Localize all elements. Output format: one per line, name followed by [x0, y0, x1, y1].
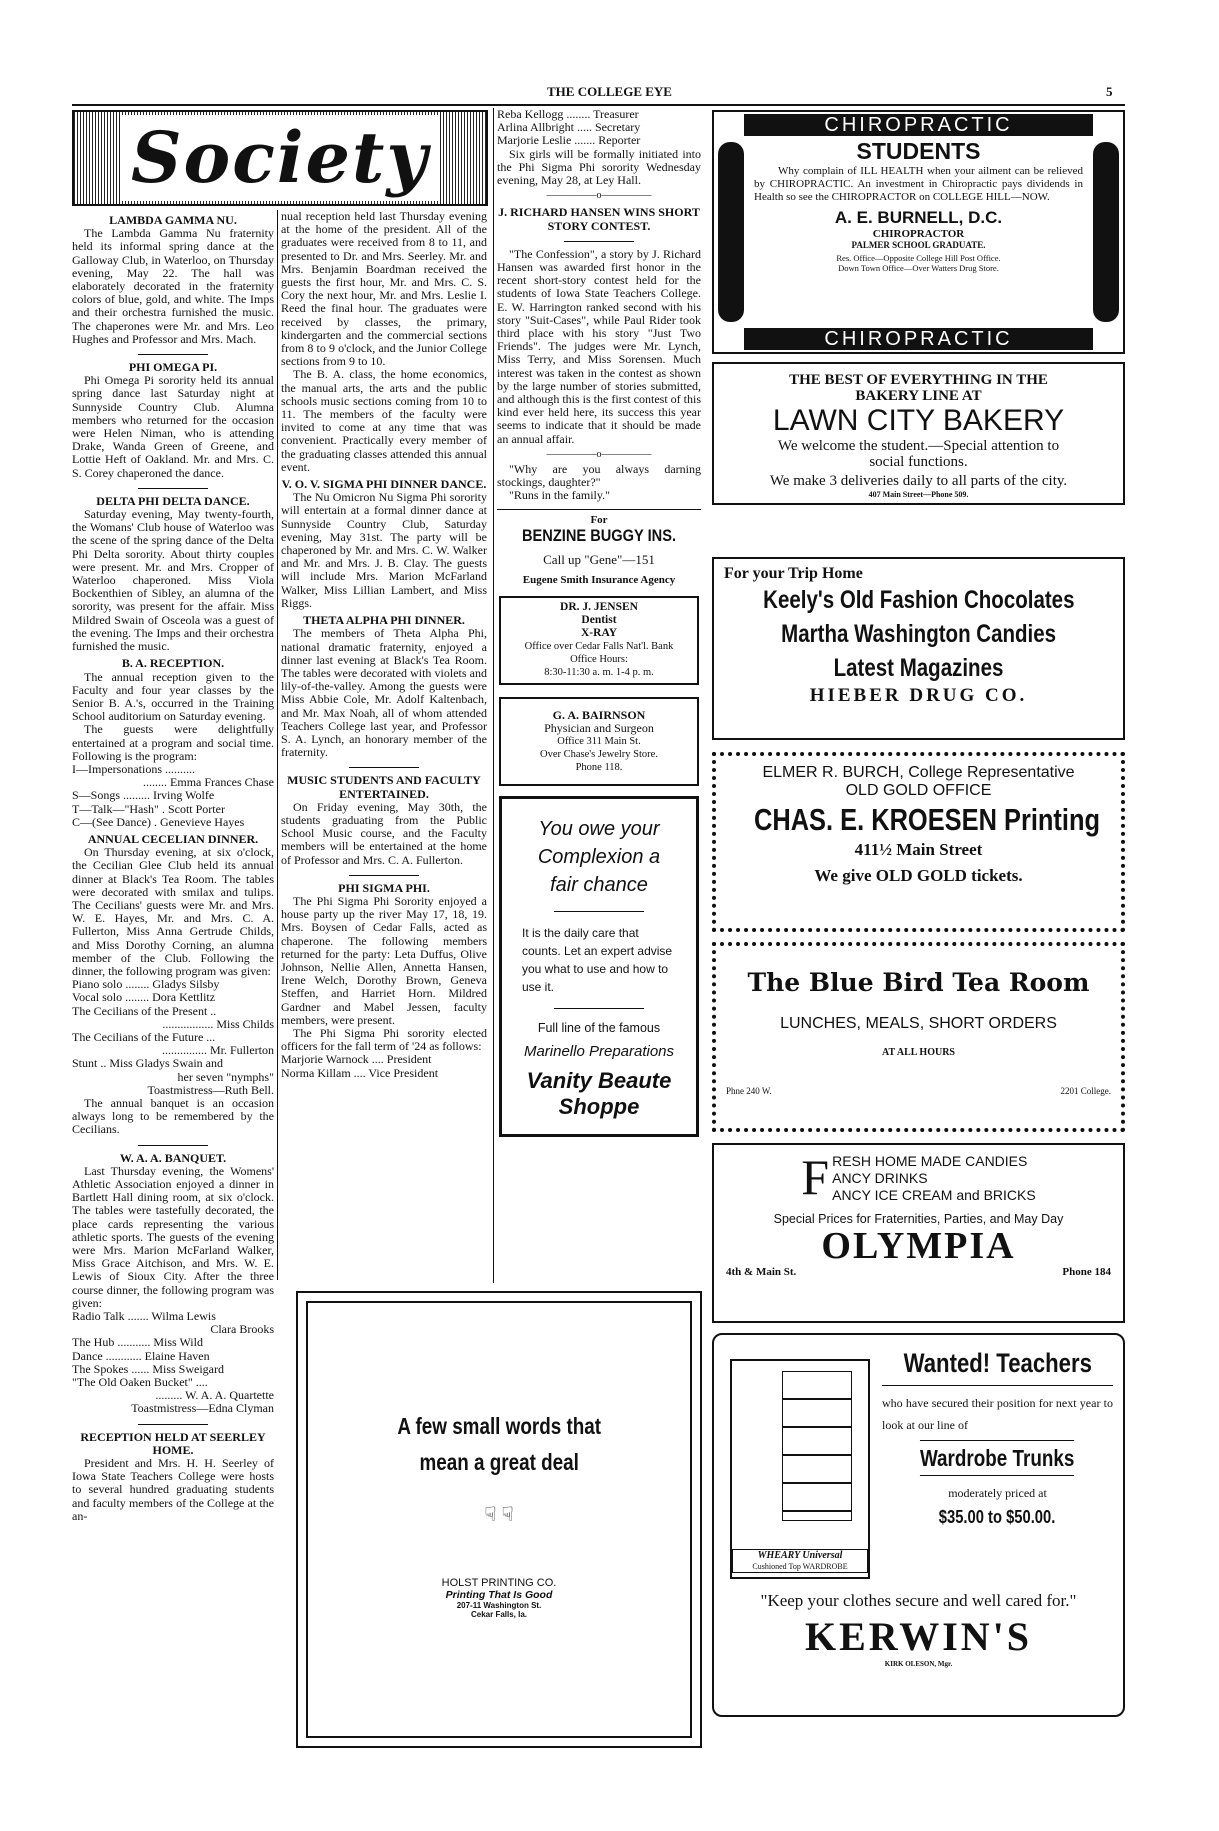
ad-welcome: We welcome the student.—Special attention to social functions. [777, 438, 1060, 470]
program-line: The Spokes ...... Miss Sweigard [72, 1362, 224, 1376]
ad-name: The Blue Bird Tea Room [747, 968, 1090, 997]
article-heading: RECEPTION HELD AT SEERLEY HOME. [80, 1429, 266, 1457]
benzine-insurance-ad [497, 509, 701, 586]
separator-rule [138, 354, 208, 355]
ad-line: ANCY DRINKS [832, 1170, 928, 1186]
separator-rule [564, 241, 634, 242]
paragraph: "Why are you always darning stockings, daughter?" [497, 462, 701, 490]
program-line: C—(See Dance) . Genevieve Hayes [72, 815, 245, 829]
ad-line: THE BEST OF EVERYTHING IN THE [789, 372, 1048, 388]
paragraph: The Nu Omicron Nu Sigma Phi sorority will entertain at a formal dinner dance at Sunnyside Country Club, Saturday evening, May 31st. The party will be chaperoned by Mr. and Mrs. C. W. Walker and Mr. and Mrs. J. B. Clay. The guests will include Mrs. Marion McFarland Walker, Miss Lillian Lambert, and Miss Riggs. [281, 490, 487, 610]
program-line: T—Talk—"Hash" . Scott Porter [72, 802, 225, 816]
ad-body: who have secured their position for next year to look at our line of [882, 1396, 1113, 1432]
paragraph: The Phi Sigma Phi Sorority enjoyed a house party up the river May 17, 18, 19. Mrs. Boysen of Cedar Falls, acted as chaperone. The following members returned for the party: Leta Duffus, Olive Johnson, Nellie Allen, Annetta Hansen, Irene Welch, Dorothy Brown, Geneva Steffen, and Harriet Horn. Mildred Gardner and Mabel Jessen, faculty members, were present. [281, 893, 487, 1027]
article-heading: B. A. RECEPTION. [121, 656, 225, 671]
separator-rule [349, 767, 419, 768]
ad-xray: X-RAY [581, 626, 617, 639]
ad-shop: Shoppe [558, 1093, 640, 1119]
program-line: ........ Emma Frances Chase [143, 775, 274, 790]
ad-special: Special Prices for Fraternities, Parties, and May Day [773, 1212, 1064, 1226]
ad-res: Res. Office—Opposite College Hill Post Office. [836, 253, 1001, 263]
program-line: ......... W. A. A. Quartette [155, 1388, 274, 1403]
paragraph: President and Mrs. H. H. Seerley of Iowa State Teachers College were hosts to several hundred graduating students and faculty members of the College at the an- [72, 1456, 274, 1523]
ad-slogan: Printing That Is Good [445, 1589, 553, 1601]
program-line: Marjorie Leslie ....... Reporter [497, 134, 641, 148]
chiropractic-ad [712, 110, 1125, 354]
chiropractic-banner: CHIROPRACTIC [744, 114, 1093, 136]
ad-product: Wardrobe Trunks [920, 1440, 1074, 1476]
ad-headline: A few small words that [397, 1413, 601, 1439]
program-line: Toastmistress—Edna Clyman [131, 1401, 274, 1416]
ad-phone: Phone 184 [1062, 1266, 1111, 1278]
bakery-ad [712, 362, 1125, 505]
article-heading: MUSIC STUDENTS AND FACULTY ENTERTAINED. [287, 773, 481, 801]
ad-headline: mean a great deal [419, 1449, 579, 1475]
column-1 [72, 210, 274, 1523]
kerwins-ad [712, 1333, 1125, 1717]
hieber-drug-ad [712, 557, 1125, 740]
ad-name: CHAS. E. KROESEN Printing [753, 802, 1101, 837]
program-line: Marjorie Warnock .... President [281, 1053, 432, 1067]
ad-hours: AT ALL HOURS [882, 1047, 955, 1058]
paragraph: The annual banquet is an occasion always long to be remembered by the Cecilians. [72, 1096, 274, 1137]
ad-line: Complexion a [537, 845, 661, 868]
ad-down: Down Town Office—Over Watters Drug Store. [838, 263, 999, 273]
ad-office: OLD GOLD OFFICE [845, 782, 992, 799]
ad-address: 411½ Main Street [854, 840, 983, 859]
ad-address: 407 Main Street—Phone 509. [868, 490, 969, 499]
paragraph: Saturday evening, May twenty-fourth, the Womans' Club house of Waterloo was the scene of the spring dance of the Delta Phi Delta sorority. About thirty couples were present. Mr. and Mrs. Cropper of Waterloo chaperoned. Miss Viola Bockenthien of Sibley, an alumna of the sorority, was present for the affair. Miss Mildred Swain of Osceola was a guest of the evening. The Imps and their orchestra furnished the music. [72, 507, 274, 654]
ad-for: For [590, 513, 608, 526]
ad-city: Cekar Falls, Ia. [470, 1610, 528, 1619]
spine-icon [718, 142, 744, 322]
chiropractic-banner: CHIROPRACTIC [744, 328, 1093, 350]
program-line: I—Impersonations .......... [72, 762, 195, 776]
ad-menu: LUNCHES, MEALS, SHORT ORDERS [780, 1015, 1057, 1032]
paragraph-continued: nual reception held last Thursday evening at the home of the president. All of the graduates were received from 8 to 11, and presented to Dr. and Mrs. Seerley. Mr. and Mrs. Benjamin Boardman received the guests the first hour, Mr. and Mrs. C. S. Cory the next hour, Mr. and Mrs. Leslie I. Reed the final hour. The graduates were received by classes, the primary, kindergarten and the commercial sections from 8 to 9 o'clock, and the Junior College sections from 9 to 10. [281, 209, 487, 369]
dentist-ad [499, 596, 699, 685]
ad-body: Why complain of ILL HEALTH when your ailment can be relieved by CHIROPRACTIC. An investment in Chiropractic pays dividends in Health so see the CHIROPRACTOR on COLLEGE HILL—NOW. [754, 165, 1083, 203]
ad-manager: KIRK OLESON, Mgr. [884, 1660, 953, 1668]
article-heading: LAMBDA GAMMA NU. [109, 213, 237, 227]
ad-address: 2201 College. [1060, 1086, 1111, 1096]
ad-office: Office over Cedar Falls Nat'l. Bank [524, 640, 674, 652]
ad-line: RESH HOME MADE CANDIES [832, 1153, 1028, 1169]
ad-phone: Phone 118. [575, 761, 623, 773]
ad-call: Call up "Gene"—151 [543, 551, 655, 567]
paragraph: "The Confession", a story by J. Richard Hansen was awarded first honor in the recent short-story contest held for the students of Iowa State Teachers College. E. W. Harrington ranked second with his story "Suit-Cases", while Paul Rider took third place with his story "Just Two Friends". The judges were Mr. Lynch, Miss Terry, and Miss Sorensen. Much interest was taken in the contest as shown by the large number of stories submitted, and although this is the first contest of this kind ever held here, its success this year seems to indicate that it should be made an annual affair. [497, 246, 701, 446]
ad-name: LAWN CITY BAKERY [772, 404, 1065, 437]
ad-shop: Vanity Beaute [526, 1067, 672, 1093]
paragraph: The annual reception given to the Faculty and four year classes by the Senior B. A.'s, occurred in the Training School auditorium on Saturday evening. [72, 669, 274, 724]
ad-name: HOLST PRINTING CO. [441, 1577, 557, 1589]
ad-agency: Eugene Smith Insurance Agency [522, 573, 676, 586]
article-heading: J. RICHARD HANSEN WINS SHORT STORY CONTEST. [498, 205, 700, 233]
ad-hours-label: Office Hours: [570, 653, 628, 665]
separator-rule [349, 875, 419, 876]
ad-brand: Marinello Preparations [523, 1042, 675, 1060]
article-heading: PHI SIGMA PHI. [338, 880, 430, 895]
ad-priced: moderately priced at [948, 1486, 1047, 1500]
ad-trip: For your Trip Home [724, 565, 863, 582]
ad-deliveries: We make 3 deliveries daily to all parts of the city. [769, 473, 1068, 489]
program-line: The Hub ........... Miss Wild [72, 1336, 203, 1350]
paragraph: Six girls will be formally initiated into the Phi Sigma Phi sorority Wednesday evening, May 28, at Ley Hall. [497, 146, 701, 188]
ad-tickets: We give OLD GOLD tickets. [814, 866, 1023, 885]
ad-name: HIEBER DRUG CO. [809, 685, 1028, 706]
program-line: Vocal solo ........ Dora Kettlitz [72, 991, 216, 1005]
dentist-hours: 8:30-11:30 a. m. 1-4 p. m. [544, 666, 654, 678]
ad-school: PALMER SCHOOL GRADUATE. [851, 240, 986, 250]
ad-title: Dentist [581, 613, 617, 626]
article-heading: V. O. V. SIGMA PHI DINNER DANCE. [281, 477, 487, 492]
program-line: Dance ............ Elaine Haven [72, 1349, 210, 1363]
article-heading: DELTA PHI DELTA DANCE. [96, 493, 250, 508]
program-line: Piano solo ........ Gladys Silsby [72, 978, 220, 992]
paragraph: On Thursday evening, at six o'clock, the Cecilian Glee Club held its annual dinner at Black's Tea Room. The tables were decorated with smilax and tulips. The Cecilians' guests were Mr. and Mrs. W. E. Hayes, Mr. and Mrs. C. A. Fullerton, Miss Anna Gertrude Childs, and Miss Dorothy Corning, an alumna member of the Club. Following the dinner, the following program was given: [72, 845, 274, 978]
ad-address: 207-11 Washington St. [456, 1601, 542, 1610]
paragraph: The Lambda Gamma Nu fraternity held its informal spring dance at the Galloway Club, in Waterloo, on Thursday evening, May 22. The hall was elaborately decorated in the fraternity colors of blue, gold, and white. The Imps and their orchestra furnished the music. The chaperones were Mr. and Mrs. Leo Hughes and Professor and Mrs. Mach. [72, 226, 274, 346]
ad-role: CHIROPRACTOR [872, 228, 965, 240]
marinello-ad [499, 796, 699, 1137]
separator-rule [138, 488, 208, 489]
ad-line: Martha Washington Candies [781, 620, 1056, 648]
program-line: The Cecilians of the Present .. [72, 1004, 217, 1018]
paragraph: The Phi Sigma Phi sorority elected officers for the fall term of '24 as follows: [281, 1025, 487, 1054]
program-line: S—Songs ......... Irving Wolfe [72, 789, 215, 803]
header-rule [72, 104, 1125, 106]
article-heading: THETA ALPHA PHI DINNER. [303, 613, 465, 628]
article-heading: ANNUAL CECELIAN DINNER. [87, 831, 259, 846]
ad-line: fair chance [550, 873, 648, 896]
ad-line: You owe your [538, 817, 660, 840]
ad-rep: ELMER R. BURCH, College Representative [762, 764, 1075, 781]
article-heading: PHI OMEGA PI. [128, 360, 218, 375]
ad-title: Physician and Surgeon [544, 720, 654, 735]
ad-name: DR. J. JENSEN [560, 600, 638, 613]
column-2 [281, 210, 487, 1080]
paragraph: The B. A. class, the home economics, the manual arts, the arts and the public schools music sections coming from 10 to 11. The members of the faculty were invited to come at any time that was convenient. Practically every member of the graduating classes attended this annual event. [281, 367, 487, 474]
paragraph: The guests were delightfully entertained at a program and social time. Following is the program: [72, 722, 274, 763]
ad-slogan: "Keep your clothes secure and well cared for." [760, 1591, 1077, 1610]
program-line: her seven "nymphs" [177, 1069, 274, 1084]
column-divider [277, 210, 278, 1280]
banner-title: Society [121, 115, 439, 201]
column-3-wrapper [497, 108, 701, 1137]
paragraph: The members of Theta Alpha Phi, national dramatic fraternity, enjoyed a dinner last evening at Black's Tea Room. The tables were decorated with violets and lily-of-the-valley. Among the guests were Miss Abbie Cole, Mr. Adolf Kaltenbach, and Mr. Max Noah, all of whom attended Teachers College last year, and Professor S. A. Lynch, an honorary member of the fraternity. [281, 626, 487, 760]
olympia-ad [712, 1143, 1125, 1323]
ad-title: STUDENTS [856, 138, 981, 164]
ad-line: Keely's Old Fashion Chocolates [762, 586, 1075, 614]
program-line: Radio Talk ....... Wilma Lewis [72, 1310, 216, 1324]
program-line: Stunt .. Miss Gladys Swain and [72, 1057, 224, 1071]
spine-icon [1093, 142, 1119, 322]
ad-headline: Wanted! Teachers [903, 1348, 1092, 1378]
program-line: Clara Brooks [210, 1322, 274, 1337]
separator-ornament: —————o————— [546, 448, 652, 460]
program-line: Toastmistress—Ruth Bell. [147, 1082, 274, 1097]
ad-title: BENZINE BUGGY INS. [521, 525, 677, 545]
ad-line: BAKERY LINE AT [855, 388, 982, 404]
ad-name: KERWIN'S [804, 1614, 1033, 1659]
program-line: Reba Kellogg ........ Treasurer [497, 108, 639, 121]
ad-name: OLYMPIA [821, 1225, 1016, 1267]
ad-body: It is the daily care that counts. Let an expert advise you what to use and how to use it. [522, 925, 673, 994]
physician-ad [499, 697, 699, 786]
trunk-brand: WHEARY Universal [757, 1550, 843, 1561]
ad-office: Office 311 Main St. [557, 735, 641, 747]
blue-bird-tea-room-ad [712, 942, 1125, 1132]
holst-printing-ad [296, 1291, 702, 1748]
ad-full-line: Full line of the famous [537, 1020, 661, 1035]
paragraph: On Friday evening, May 30th, the students graduating from the Public School Music course, and the Faculty members will be entertained at the home of Professor and Mrs. C. A. Fullerton. [281, 799, 487, 867]
program-line: ................. Miss Childs [162, 1016, 274, 1031]
article-heading: W. A. A. BANQUET. [119, 1150, 227, 1165]
paragraph: "Runs in the family." [509, 488, 611, 503]
column-3 [497, 108, 701, 503]
program-line: Norma Killam .... Vice President [281, 1066, 439, 1080]
page-number: 5 [1106, 84, 1113, 99]
ad-line: Latest Magazines [833, 654, 1004, 682]
program-line: Arlina Allbright ..... Secretary [497, 121, 641, 135]
program-line: "The Old Oaken Bucket" .... [72, 1376, 208, 1390]
ad-price: $35.00 to $50.00. [939, 1507, 1056, 1527]
paragraph: Phi Omega Pi sorority held its annual spring dance last Saturday night at Sunnyside Country Club. Alumna members who returned for the occasion were Helen Niman, who is attending Drake, Wanda Green of Greene, and Lottie Heft of Oakland. Mr. and Mrs. C. S. Corey chaperoned the dance. [72, 373, 274, 480]
ad-over: Over Chase's Jewelry Store. [540, 748, 658, 760]
separator-rule [138, 1424, 208, 1425]
ad-name: G. A. BAIRNSON [552, 707, 646, 722]
ad-address: 4th & Main St. [726, 1266, 797, 1278]
ad-initial: F [801, 1149, 830, 1205]
society-banner [72, 110, 488, 206]
separator-ornament: —————o————— [546, 190, 652, 202]
program-line: The Cecilians of the Future ... [72, 1030, 216, 1044]
kroesen-printing-ad [712, 752, 1125, 932]
wardrobe-trunk-illustration [730, 1359, 870, 1579]
column-divider [493, 108, 494, 1283]
ad-name: A. E. BURNELL, D.C. [834, 208, 1003, 227]
trunk-sub: Cushioned Top WARDROBE [752, 1562, 848, 1571]
separator-rule [138, 1145, 208, 1146]
ad-line: ANCY ICE CREAM and BRICKS [832, 1187, 1036, 1203]
newspaper-title: THE COLLEGE EYE [547, 84, 672, 99]
pointing-hands-icon: ☟ ☟ [484, 1504, 514, 1526]
program-line: ............... Mr. Fullerton [161, 1043, 274, 1058]
paragraph: Last Thursday evening, the Womens' Athletic Association enjoyed a dinner in Bartlett Hall dining room, at six o'clock. The tables were tastefully decorated, the place cards representing the various athletic sports. The guests of the evening were Mrs. Marion McFarland Walker, Miss Grace Aitchison, and Mrs. W. E. Lewis of Sioux City. After the three course dinner, the following program was given: [72, 1163, 274, 1310]
ad-phone: Phne 240 W. [726, 1086, 772, 1096]
